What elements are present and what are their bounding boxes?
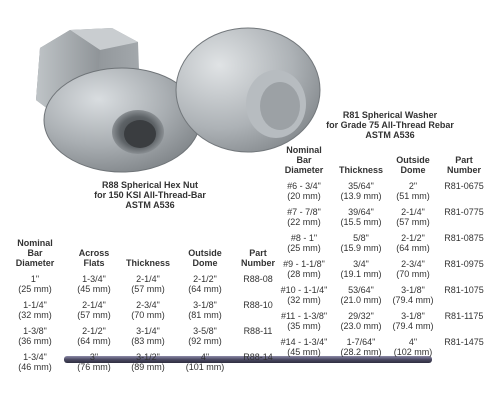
r81-spec-table [272, 145, 488, 363]
r81-caption [290, 110, 490, 140]
cell-thickness [120, 274, 176, 300]
cell-part-number [440, 311, 488, 337]
cell-value: #6 - 3/4" [287, 181, 321, 191]
cell-value: R81-1075 [444, 285, 484, 295]
cell-thickness [336, 311, 386, 337]
cell-value: (79.4 mm) [392, 321, 434, 331]
cell-value: (64 mm) [77, 336, 111, 346]
cell-across-flats [68, 326, 120, 352]
cell-value: #14 - 1-3/4" [280, 337, 328, 347]
cell-value: 3-1/8" [401, 285, 425, 295]
cell-value: (36 mm) [18, 336, 52, 346]
cell-value: (23.0 mm) [340, 321, 382, 331]
cell-value: 1-3/4" [23, 352, 47, 362]
cell-thickness [336, 337, 386, 363]
cell-value: (102 mm) [393, 347, 433, 357]
cell-value: (57 mm) [396, 217, 430, 227]
cell-value: (51 mm) [396, 191, 430, 201]
cell-value: (57 mm) [131, 284, 165, 294]
cell-thickness [120, 300, 176, 326]
cell-value: (15.9 mm) [340, 243, 382, 253]
cell-outside-dome [386, 207, 440, 233]
cell-value: 3-1/8" [193, 300, 217, 310]
cell-value: R81-0975 [444, 259, 484, 269]
cell-value: (81 mm) [188, 310, 222, 320]
cell-value: #9 - 1-1/8" [283, 259, 325, 269]
cell-diameter [272, 337, 336, 363]
cell-value: 3-1/4" [136, 326, 160, 336]
cell-diameter [272, 233, 336, 259]
cell-value: R81-1175 [444, 311, 484, 321]
cell-value: (35 mm) [287, 321, 321, 331]
cell-value: (15.5 mm) [340, 217, 382, 227]
cell-outside-dome [176, 326, 234, 352]
table-row [272, 207, 488, 233]
r81-header-row [272, 145, 488, 181]
cell-value: (101 mm) [185, 362, 225, 372]
cell-value: 2-3/4" [401, 259, 425, 269]
cell-value: (92 mm) [188, 336, 222, 346]
header-line: Nominal [17, 238, 53, 248]
cell-value: R81-1475 [444, 337, 484, 347]
cell-outside-dome [386, 285, 440, 311]
cell-value: (83 mm) [131, 336, 165, 346]
cell-value: R88-08 [243, 274, 273, 284]
table-row [272, 259, 488, 285]
cell-value: (45 mm) [77, 284, 111, 294]
r88-caption [50, 180, 250, 210]
cell-value: 2-3/4" [136, 300, 160, 310]
cell-value: (13.9 mm) [340, 191, 382, 201]
cell-thickness [120, 326, 176, 352]
table-row [272, 181, 488, 207]
cell-value: 2-1/4" [136, 274, 160, 284]
cell-value: 53/64" [348, 285, 374, 295]
table-row [272, 285, 488, 311]
cell-value: 29/32" [348, 311, 374, 321]
cell-value: R81-0875 [444, 233, 484, 243]
cell-value: 2-1/2" [401, 233, 425, 243]
cell-value: (21.0 mm) [340, 295, 382, 305]
table-row [272, 233, 488, 259]
r81-title: R81 Spherical Washer [342, 110, 438, 120]
cell-value: #8 - 1" [290, 233, 318, 243]
r88-title: R88 Spherical Hex Nut [101, 180, 199, 190]
cell-thickness [336, 285, 386, 311]
cell-value: 2-1/2" [82, 326, 106, 336]
header-line: Diameter [15, 258, 55, 268]
cell-value: 3-1/8" [401, 311, 425, 321]
cell-value: (45 mm) [287, 347, 321, 357]
cell-value: #11 - 1-3/8" [280, 311, 328, 321]
cell-value: R88-11 [243, 326, 273, 336]
cell-value: (20 mm) [287, 191, 321, 201]
header-line: Outside [396, 155, 430, 165]
cell-value: 3-1/2" [136, 352, 160, 362]
header-line: Across [78, 248, 110, 258]
cell-value: 35/64" [348, 181, 374, 191]
header-line: Outside [188, 248, 222, 258]
cell-value: 3" [89, 352, 99, 362]
header-line: Bar [27, 248, 43, 258]
r88-spec-table [2, 238, 282, 378]
header-line: Thickness [338, 165, 384, 175]
cell-diameter [2, 300, 68, 326]
cell-value: (32 mm) [18, 310, 52, 320]
header-line: Dome [400, 165, 426, 175]
cell-value: R81-0675 [444, 181, 484, 191]
cell-part-number [440, 233, 488, 259]
r88-subtitle: for 150 KSI All-Thread-Bar [94, 190, 206, 200]
cell-diameter [272, 207, 336, 233]
cell-value: 1" [30, 274, 40, 284]
cell-thickness [336, 259, 386, 285]
cell-value: 2-1/4" [401, 207, 425, 217]
cell-value: 3/4" [353, 259, 369, 269]
cell-value: R88-10 [243, 300, 273, 310]
cell-diameter [2, 274, 68, 300]
cell-outside-dome [386, 259, 440, 285]
r88-header-row [2, 238, 282, 274]
r81-standard: ASTM A536 [365, 130, 415, 140]
table-row [272, 311, 488, 337]
cell-value: 1-7/64" [346, 337, 376, 347]
cell-diameter [272, 285, 336, 311]
cell-value: (25 mm) [287, 243, 321, 253]
cell-value: (19.1 mm) [340, 269, 382, 279]
cell-value: #10 - 1-1/4" [280, 285, 328, 295]
cell-value: (70 mm) [131, 310, 165, 320]
header-line: Diameter [284, 165, 324, 175]
header-line: Number [446, 165, 481, 175]
cell-diameter [272, 181, 336, 207]
cell-value: (22 mm) [287, 217, 321, 227]
cell-part-number [440, 259, 488, 285]
cell-value: 1-3/8" [23, 326, 47, 336]
cell-diameter [272, 259, 336, 285]
header-line: Bar [296, 155, 312, 165]
header-line: Part [249, 248, 267, 258]
cell-value: R88-14 [243, 352, 273, 362]
cell-outside-dome [386, 311, 440, 337]
cell-thickness [336, 181, 386, 207]
table-row [2, 326, 282, 352]
cell-thickness [120, 352, 176, 378]
header-line: Number [240, 258, 275, 268]
cell-value: 2-1/2" [193, 274, 217, 284]
cell-value: 4" [200, 352, 210, 362]
cell-value: 5/8" [353, 233, 369, 243]
cell-value: (28 mm) [287, 269, 321, 279]
r88-col-outside-dome [176, 238, 234, 274]
cell-part-number [440, 181, 488, 207]
cell-outside-dome [176, 352, 234, 378]
cell-diameter [2, 326, 68, 352]
cell-across-flats [68, 352, 120, 378]
cell-across-flats [68, 274, 120, 300]
cell-value: 1-3/4" [82, 274, 106, 284]
cell-outside-dome [386, 337, 440, 363]
cell-outside-dome [386, 233, 440, 259]
cell-value: R81-0775 [444, 207, 484, 217]
table-row [272, 337, 488, 363]
cell-outside-dome [386, 181, 440, 207]
cell-value: (64 mm) [396, 243, 430, 253]
cell-value: (79.4 mm) [392, 295, 434, 305]
cell-value: 1-1/4" [23, 300, 47, 310]
header-line: Flats [83, 258, 105, 268]
cell-value: (46 mm) [18, 362, 52, 372]
header-line: Nominal [286, 145, 322, 155]
cell-value: (89 mm) [131, 362, 165, 372]
cell-value: 39/64" [348, 207, 374, 217]
r88-col-thickness [120, 238, 176, 274]
cell-diameter [2, 352, 68, 378]
cell-part-number [440, 285, 488, 311]
cell-thickness [336, 233, 386, 259]
cell-value: 2" [408, 181, 418, 191]
cell-thickness [336, 207, 386, 233]
r81-col-outside-dome [386, 145, 440, 181]
header-line: Thickness [125, 258, 171, 268]
cell-outside-dome [176, 300, 234, 326]
r81-col-nominal-bar-diameter [272, 145, 336, 181]
cell-value: (70 mm) [396, 269, 430, 279]
cell-value: (32 mm) [287, 295, 321, 305]
r81-col-part-number [440, 145, 488, 181]
table-row [2, 300, 282, 326]
cell-across-flats [68, 300, 120, 326]
cell-value: (64 mm) [188, 284, 222, 294]
r81-col-thickness [336, 145, 386, 181]
r88-standard: ASTM A536 [125, 200, 175, 210]
cell-value: 4" [408, 337, 418, 347]
r81-subtitle: for Grade 75 All-Thread Rebar [326, 120, 454, 130]
cell-part-number [440, 337, 488, 363]
table-row [2, 274, 282, 300]
cell-value: (76 mm) [77, 362, 111, 372]
cell-part-number [440, 207, 488, 233]
cell-value: #7 - 7/8" [287, 207, 321, 217]
header-line: Part [455, 155, 473, 165]
r88-col-across-flats [68, 238, 120, 274]
header-line: Dome [192, 258, 218, 268]
cell-outside-dome [176, 274, 234, 300]
cell-value: 2-1/4" [82, 300, 106, 310]
cell-value: (57 mm) [77, 310, 111, 320]
cell-value: (28.2 mm) [340, 347, 382, 357]
r88-col-nominal-bar-diameter [2, 238, 68, 274]
table-row [2, 352, 282, 378]
cell-value: 3-5/8" [193, 326, 217, 336]
hex-nut-photo [36, 28, 200, 172]
cell-value: (25 mm) [18, 284, 52, 294]
cell-diameter [272, 311, 336, 337]
